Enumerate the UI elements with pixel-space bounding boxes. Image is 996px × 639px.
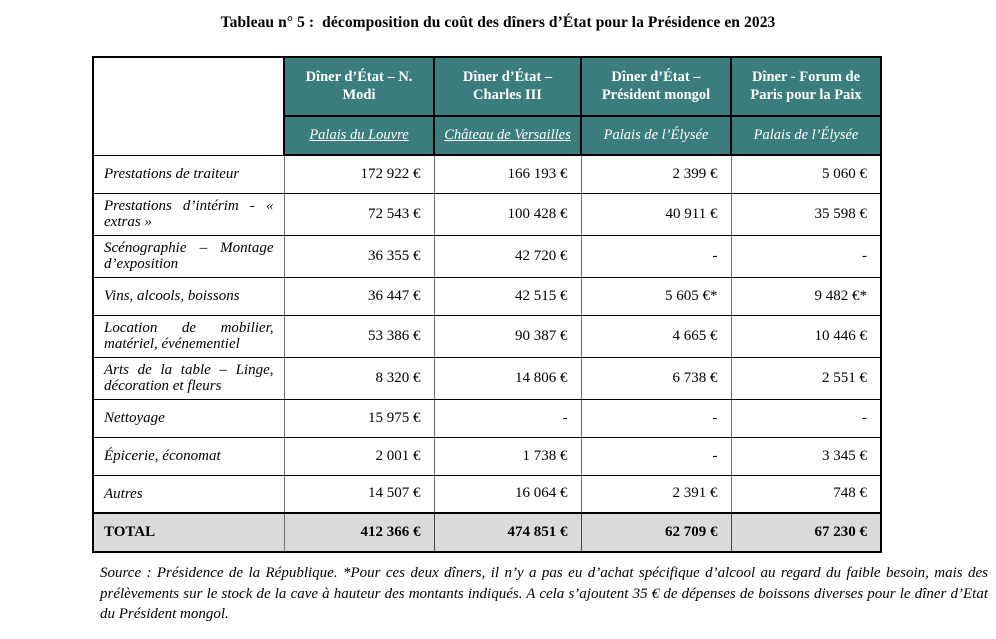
table-row-scenographie — [93, 235, 881, 277]
total-row — [93, 513, 881, 552]
value-cell: 8 320 € — [284, 357, 434, 399]
row-label: Scénographie – Montage d’exposition — [93, 235, 284, 277]
value-cell: 72 543 € — [284, 193, 434, 235]
value-cell: 1 738 € — [434, 437, 581, 475]
value-cell: 35 598 € — [731, 193, 881, 235]
value-cell: 14 806 € — [434, 357, 581, 399]
table-row-nettoyage — [93, 399, 881, 437]
value-cell: 90 387 € — [434, 315, 581, 357]
source-footnote: Source : Présidence de la République. *Pour ces deux dîners, il n’y a pas eu d’achat spécifique d’alcool au regard du faible besoin, mais des prélèvements sur le stock de la cave à hauteur des montants indiqués. A cela s’ajoutent 35 € de dépenses de boissons diverses pour le dîner d’Etat du Président mongol. — [100, 565, 988, 623]
value-cell: 9 482 €* — [731, 277, 881, 315]
column-header-dinner-charles: Dîner d’État – Charles III — [434, 57, 581, 116]
value-cell: 42 720 € — [434, 235, 581, 277]
column-header-dinner-mongol: Dîner d’État – Président mongol — [581, 57, 731, 116]
value-cell: - — [731, 399, 881, 437]
column-header-dinner-forum: Dîner - Forum de Paris pour la Paix — [731, 57, 881, 116]
corner-empty-cell — [93, 57, 284, 155]
value-cell: 5 605 €* — [581, 277, 731, 315]
row-label: Prestations d’intérim - « extras » — [93, 193, 284, 235]
value-cell: 172 922 € — [284, 155, 434, 193]
table-row-location-mobilier — [93, 315, 881, 357]
row-label: Nettoyage — [93, 399, 284, 437]
total-value-cell: 62 709 € — [581, 513, 731, 552]
value-cell: 5 060 € — [731, 155, 881, 193]
table-row-traiteur — [93, 155, 881, 193]
total-value-cell: 67 230 € — [731, 513, 881, 552]
value-cell: 4 665 € — [581, 315, 731, 357]
value-cell: 2 001 € — [284, 437, 434, 475]
value-cell: - — [581, 399, 731, 437]
value-cell: 14 507 € — [284, 475, 434, 513]
value-cell: 2 391 € — [581, 475, 731, 513]
column-header-dinner-modi: Dîner d’État – N. Modi — [284, 57, 434, 116]
state-dinner-cost-table — [92, 56, 882, 553]
total-label: TOTAL — [93, 513, 284, 552]
value-cell: 53 386 € — [284, 315, 434, 357]
total-value-cell: 474 851 € — [434, 513, 581, 552]
value-cell: 6 738 € — [581, 357, 731, 399]
row-label: Prestations de traiteur — [93, 155, 284, 193]
table-row-epicerie — [93, 437, 881, 475]
row-label: Autres — [93, 475, 284, 513]
row-label: Vins, alcools, boissons — [93, 277, 284, 315]
value-cell: 3 345 € — [731, 437, 881, 475]
table-container — [92, 56, 882, 553]
location-header-louvre — [284, 116, 434, 155]
value-cell: 16 064 € — [434, 475, 581, 513]
location-label: Palais du Louvre — [309, 127, 409, 144]
value-cell: 10 446 € — [731, 315, 881, 357]
location-header-elysee-2 — [731, 116, 881, 155]
value-cell: 100 428 € — [434, 193, 581, 235]
value-cell: 40 911 € — [581, 193, 731, 235]
row-label: Épicerie, économat — [93, 437, 284, 475]
value-cell: 748 € — [731, 475, 881, 513]
value-cell: 15 975 € — [284, 399, 434, 437]
table-title: Tableau n° 5 : décomposition du coût des dîners d’État pour la Présidence en 2023 — [220, 14, 776, 31]
value-cell: - — [581, 437, 731, 475]
location-label: Palais de l’Élysée — [753, 127, 859, 144]
location-label: Château de Versailles — [444, 127, 571, 144]
table-row-interim — [93, 193, 881, 235]
value-cell: 2 551 € — [731, 357, 881, 399]
total-value-cell: 412 366 € — [284, 513, 434, 552]
value-cell: 166 193 € — [434, 155, 581, 193]
value-cell: - — [581, 235, 731, 277]
row-label: Arts de la table – Linge, décoration et fleurs — [93, 357, 284, 399]
location-header-versailles — [434, 116, 581, 155]
value-cell: - — [434, 399, 581, 437]
value-cell: - — [731, 235, 881, 277]
value-cell: 36 355 € — [284, 235, 434, 277]
value-cell: 36 447 € — [284, 277, 434, 315]
location-label: Palais de l’Élysée — [603, 127, 709, 144]
row-label: Location de mobilier, matériel, événementiel — [93, 315, 284, 357]
table-row-autres — [93, 475, 881, 513]
value-cell: 42 515 € — [434, 277, 581, 315]
value-cell: 2 399 € — [581, 155, 731, 193]
table-row-vins — [93, 277, 881, 315]
location-header-elysee-1 — [581, 116, 731, 155]
table-row-arts-table — [93, 357, 881, 399]
